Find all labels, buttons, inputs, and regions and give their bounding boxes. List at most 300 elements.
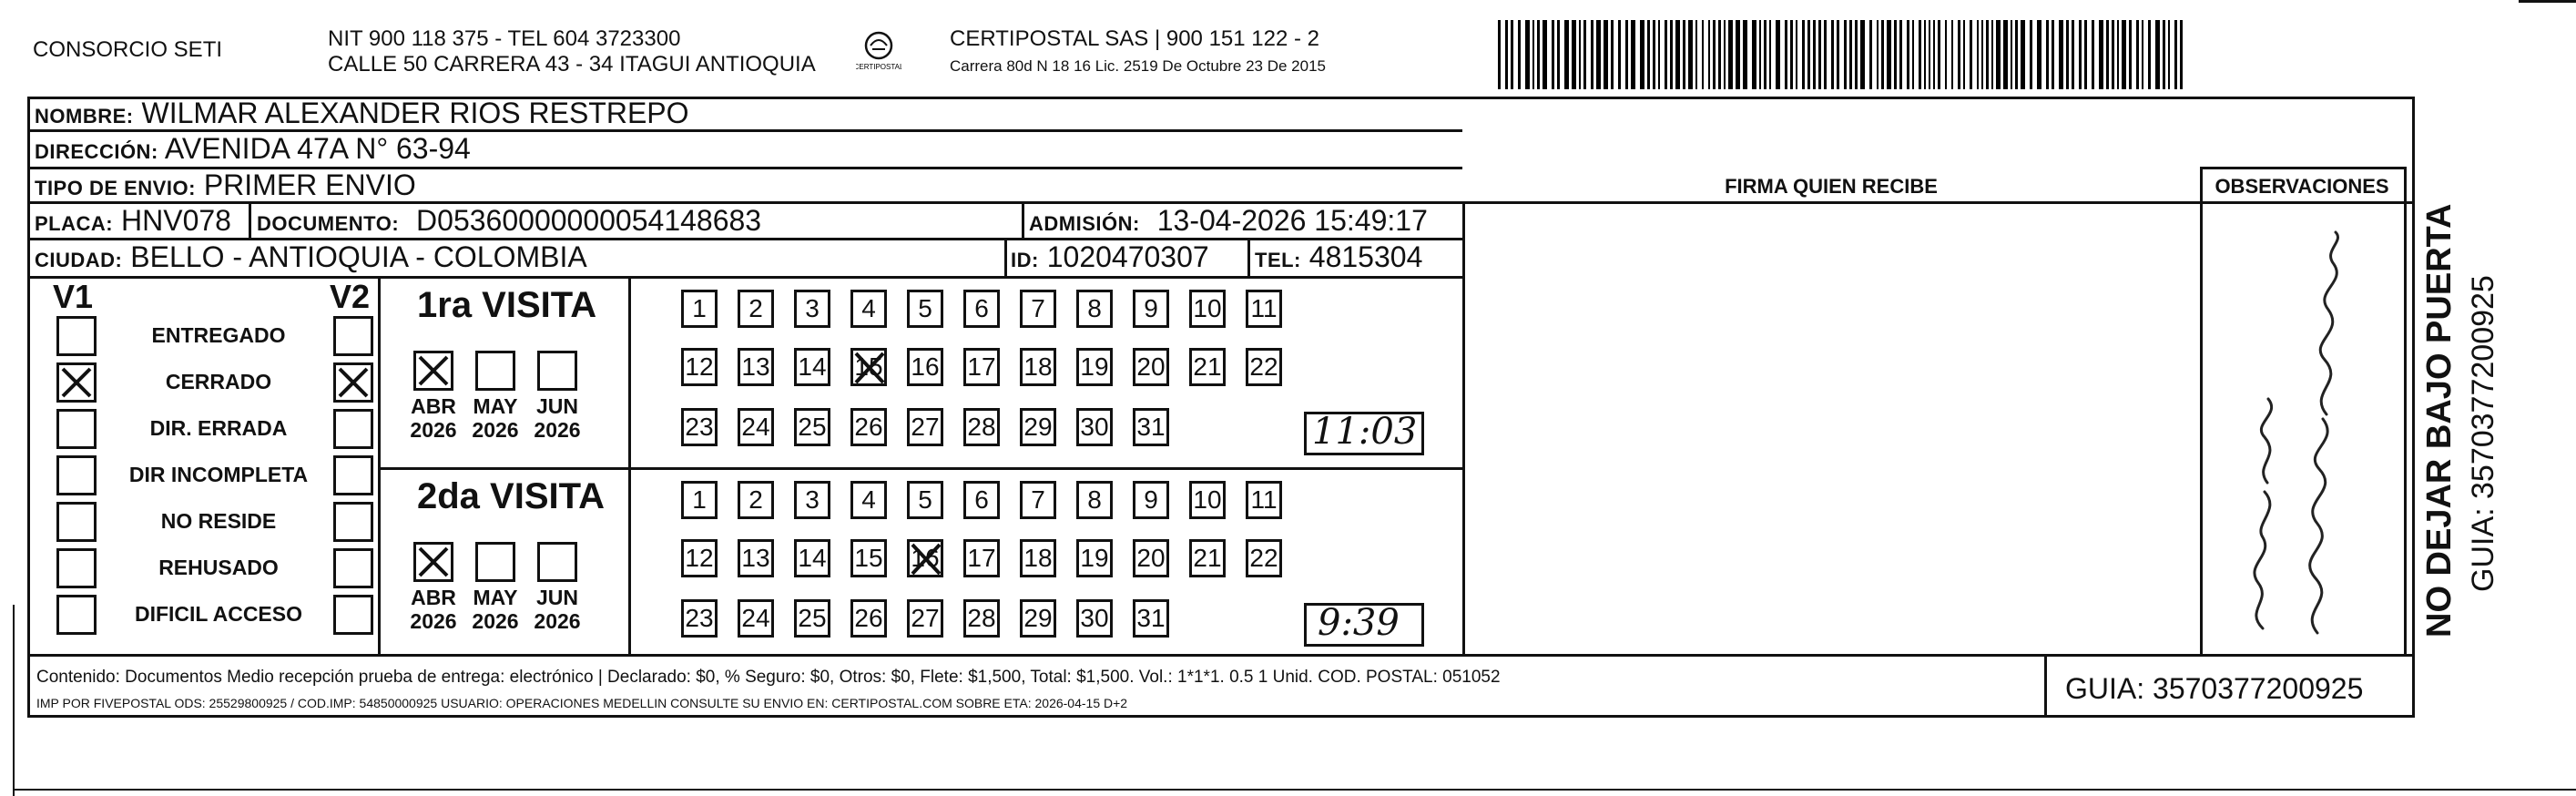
barcode-bar: [1604, 20, 1608, 89]
day-box[interactable]: [1020, 408, 1056, 446]
id-row: [1011, 241, 1209, 276]
barcode-bar: [1849, 20, 1852, 89]
side-guia: GUIA: 3570377200925: [2466, 275, 2500, 592]
month-label: [468, 394, 523, 442]
month-label: [468, 586, 523, 633]
placa-row: [35, 205, 231, 240]
day-box[interactable]: [681, 290, 718, 328]
second-visit-title: 2da VISITA: [417, 476, 605, 516]
barcode-bar: [1743, 20, 1747, 89]
barcode-bar: [2136, 20, 2139, 89]
barcode-bar: [1759, 20, 1761, 89]
v1-checkbox[interactable]: [56, 595, 97, 635]
day-box[interactable]: [1133, 348, 1169, 386]
reason-label: NO RESIDE: [160, 509, 277, 533]
day-box[interactable]: [1189, 290, 1226, 328]
day-number: 1: [692, 294, 707, 322]
barcode-bar: [1769, 20, 1771, 89]
day-number: 28: [967, 604, 996, 632]
day-number: 6: [974, 485, 989, 514]
day-box[interactable]: [1246, 290, 1282, 328]
month-name: ABR: [411, 394, 456, 418]
day-number: 5: [918, 485, 932, 514]
day-box[interactable]: [1020, 290, 1056, 328]
day-box[interactable]: [963, 481, 1000, 519]
day-number: 20: [1136, 352, 1166, 381]
barcode-bar: [2059, 20, 2063, 89]
barcode-bar: [1776, 20, 1780, 89]
day-box[interactable]: [738, 290, 774, 328]
barcode-bar: [1688, 20, 1693, 89]
day-box[interactable]: [794, 481, 830, 519]
day-number: 7: [1031, 485, 1045, 514]
footer-line2: IMP POR FIVEPOSTAL ODS: 25529800925 / COD.IMP: 54850000925 USUARIO: OPERACIONES MEDELLIN CONSULTE SU ENVIO EN: CERTIPOSTAL.COM SOBRE ETA: 2026-04-15 D+2: [36, 696, 1128, 710]
day-number: 2: [748, 485, 763, 514]
day-number: 9: [1144, 485, 1158, 514]
admision-label: ADMISIÓN:: [1029, 212, 1140, 235]
barcode-bar: [1796, 20, 1797, 89]
month-name: MAY: [473, 586, 518, 609]
nombre-value: WILMAR ALEXANDER RIOS RESTREPO: [141, 97, 689, 129]
barcode-bar: [1785, 20, 1787, 89]
barcode-bar: [1919, 20, 1921, 89]
day-box[interactable]: [681, 408, 718, 446]
day-number: 19: [1080, 544, 1109, 572]
barcode-bar: [1945, 20, 1947, 89]
day-number: 8: [1087, 485, 1102, 514]
month-checkbox[interactable]: [537, 542, 577, 582]
barcode-bar: [1752, 20, 1756, 89]
month-checkbox[interactable]: [413, 542, 453, 582]
day-number: 25: [798, 604, 827, 632]
day-number: 20: [1136, 544, 1166, 572]
observaciones-header: OBSERVACIONES: [2215, 175, 2389, 198]
nombre-label: NOMBRE:: [35, 105, 134, 128]
barcode-bar: [1837, 20, 1839, 89]
v2-checkbox[interactable]: [333, 455, 373, 495]
barcode-bar: [2084, 20, 2087, 89]
day-box[interactable]: [738, 481, 774, 519]
day-number: 23: [685, 413, 714, 441]
direccion-label: DIRECCIÓN:: [35, 140, 158, 163]
barcode-bar: [2117, 20, 2119, 89]
day-number: 14: [798, 352, 827, 381]
barcode-bar: [1818, 20, 1821, 89]
day-box[interactable]: [794, 408, 830, 446]
day-box[interactable]: [681, 539, 718, 577]
first-visit-title: 1ra VISITA: [417, 285, 597, 325]
barcode-bar: [1611, 20, 1614, 89]
day-box[interactable]: [1133, 539, 1169, 577]
day-number: 17: [967, 352, 996, 381]
day-number: 24: [741, 604, 770, 632]
day-box[interactable]: [1076, 599, 1113, 638]
v1-label: V1: [53, 278, 94, 315]
day-box[interactable]: [1189, 481, 1226, 519]
barcode-bar: [1579, 20, 1581, 89]
day-number: 5: [918, 294, 932, 322]
placa-label: PLACA:: [35, 212, 114, 235]
barcode-bar: [1505, 20, 1508, 89]
barcode-bar: [1907, 20, 1909, 89]
day-number: 2: [748, 294, 763, 322]
reason-label: DIFICIL ACCESO: [134, 602, 302, 626]
barcode-bar: [2011, 20, 2012, 89]
barcode-bar: [2092, 20, 2094, 89]
day-box[interactable]: [1020, 599, 1056, 638]
documento-label: DOCUMENTO:: [257, 212, 400, 235]
day-number: 24: [741, 413, 770, 441]
month-checkbox[interactable]: [475, 351, 515, 391]
day-box[interactable]: [907, 481, 943, 519]
day-box[interactable]: [681, 348, 718, 386]
barcode-bar: [1981, 20, 1983, 89]
day-box[interactable]: [963, 408, 1000, 446]
barcode-bar: [1844, 20, 1847, 89]
logo-text: CERTIPOSTAL: [856, 63, 901, 71]
barcode-bar: [1675, 20, 1680, 89]
day-number: 4: [861, 294, 876, 322]
barcode-bar: [1802, 20, 1805, 89]
barcode-bar: [1511, 20, 1513, 89]
month-year: 2026: [534, 418, 581, 442]
barcode-bar: [1532, 20, 1534, 89]
corner-mark: [2519, 0, 2576, 3]
day-box[interactable]: [963, 599, 1000, 638]
nombre-row: [35, 97, 689, 132]
v2-checkbox[interactable]: [333, 316, 373, 356]
barcode-bar: [1938, 20, 1940, 89]
day-number: 27: [911, 413, 940, 441]
day-box[interactable]: [1020, 481, 1056, 519]
day-number: 9: [1144, 294, 1158, 322]
month-year: 2026: [472, 418, 519, 442]
day-number: 6: [974, 294, 989, 322]
day-number: 15: [854, 352, 883, 381]
day-box[interactable]: [963, 539, 1000, 577]
month-checkbox[interactable]: [413, 351, 453, 391]
reason-label: DIR. ERRADA: [149, 416, 288, 440]
v2-label: V2: [330, 278, 371, 315]
day-number: 8: [1087, 294, 1102, 322]
day-number: 4: [861, 485, 876, 514]
barcode-bar: [1933, 20, 1935, 89]
barcode-bar: [1855, 20, 1858, 89]
month-name: JUN: [535, 586, 578, 609]
barcode-bar: [2021, 20, 2025, 89]
day-number: 13: [741, 352, 770, 381]
barcode-bar: [1525, 20, 1530, 89]
day-box[interactable]: [738, 599, 774, 638]
day-box[interactable]: [1189, 539, 1226, 577]
tipo-value: PRIMER ENVIO: [203, 168, 416, 201]
ciudad-value: BELLO - ANTIOQUIA - COLOMBIA: [130, 240, 587, 273]
direccion-row: [35, 133, 471, 168]
day-box[interactable]: [850, 599, 887, 638]
barcode-bar: [1683, 20, 1685, 89]
barcode-bar: [1708, 20, 1710, 89]
v2-checkbox[interactable]: [333, 595, 373, 635]
day-box[interactable]: [1076, 408, 1113, 446]
v1-checkbox[interactable]: [56, 362, 97, 403]
day-number: 19: [1080, 352, 1109, 381]
day-box[interactable]: [1076, 481, 1113, 519]
day-number: 16: [911, 352, 940, 381]
day-box[interactable]: [1133, 481, 1169, 519]
day-number: 22: [1249, 352, 1278, 381]
barcode-bar: [2180, 20, 2183, 89]
documento-value: D05360000000054148683: [416, 204, 762, 237]
day-number: 26: [854, 604, 883, 632]
day-box[interactable]: [907, 599, 943, 638]
barcode-bar: [1807, 20, 1810, 89]
day-box[interactable]: [794, 599, 830, 638]
day-box[interactable]: [963, 290, 1000, 328]
day-box[interactable]: [794, 539, 830, 577]
day-box[interactable]: [907, 290, 943, 328]
day-number: 11: [1250, 294, 1278, 322]
barcode-bar: [1583, 20, 1586, 89]
tel-value: 4815304: [1308, 240, 1423, 273]
day-number: 23: [685, 604, 714, 632]
barcode-bar: [1596, 20, 1601, 89]
firma-header: FIRMA QUIEN RECIBE: [1725, 175, 1938, 198]
day-number: 12: [685, 352, 714, 381]
day-number: 7: [1031, 294, 1045, 322]
month-year: 2026: [534, 609, 581, 633]
month-name: ABR: [411, 586, 456, 609]
day-number: 10: [1193, 294, 1222, 322]
day-number: 14: [798, 544, 827, 572]
day-box[interactable]: [850, 290, 887, 328]
barcode-bar: [1970, 20, 1972, 89]
barcode-bar: [2174, 20, 2177, 89]
day-box[interactable]: [794, 348, 830, 386]
ciudad-row: [35, 241, 587, 276]
barcode-bar: [2066, 20, 2069, 89]
barcode-bar: [1996, 20, 2001, 89]
barcode-bar: [1543, 20, 1547, 89]
ciudad-label: CIUDAD:: [35, 249, 123, 271]
barcode-bar: [1653, 20, 1655, 89]
barcode-bar: [1557, 20, 1560, 89]
barcode-bar: [1869, 20, 1872, 89]
tel-row: [1255, 241, 1422, 276]
day-box[interactable]: [1133, 599, 1169, 638]
day-box[interactable]: [907, 539, 943, 577]
barcode-bar: [1552, 20, 1554, 89]
admision-value: 13-04-2026 15:49:17: [1156, 204, 1428, 237]
tel-label: TEL:: [1255, 249, 1301, 271]
day-number: 17: [967, 544, 996, 572]
day-number: 11: [1250, 485, 1278, 514]
reason-label: CERRADO: [165, 370, 272, 393]
v2-checkbox[interactable]: [333, 362, 373, 403]
barcode-bar: [2046, 20, 2049, 89]
day-box[interactable]: [1133, 290, 1169, 328]
barcode-bar: [1618, 20, 1621, 89]
footer-line1: Contenido: Documentos Medio recepción prueba de entrega: electrónico | Declarado: $0, % Seguro: $0, Otros: $0, Flete: $1,500, Total: $1,500. Vol.: 1*1*1. 0.5 1 Unid. COD. POSTAL: 051052: [36, 668, 1501, 687]
day-box[interactable]: [681, 599, 718, 638]
day-box[interactable]: [850, 481, 887, 519]
nit-line: NIT 900 118 375 - TEL 604 3723300: [328, 26, 681, 51]
company-name: CONSORCIO SETI: [33, 37, 223, 62]
second-time: 9:39: [1318, 602, 1400, 644]
barcode-bar: [1724, 20, 1726, 89]
barcode-bar: [1813, 20, 1816, 89]
barcode-bar: [1564, 20, 1569, 89]
month-checkbox[interactable]: [475, 542, 515, 582]
day-box[interactable]: [1246, 481, 1282, 519]
id-value: 1020470307: [1046, 240, 1209, 273]
day-box[interactable]: [907, 408, 943, 446]
barcode-bar: [1718, 20, 1721, 89]
reason-label: DIR INCOMPLETA: [128, 463, 309, 486]
day-number: 3: [805, 294, 820, 322]
barcode-bar: [1702, 20, 1704, 89]
day-box[interactable]: [963, 348, 1000, 386]
day-number: 16: [911, 544, 940, 572]
day-box[interactable]: [794, 290, 830, 328]
day-box[interactable]: [681, 481, 718, 519]
day-number: 21: [1193, 352, 1222, 381]
tipo-label: TIPO DE ENVIO:: [35, 177, 196, 199]
observation-handwriting: [2208, 219, 2399, 647]
no-dejar-text: NO DEJAR BAJO PUERTA: [2420, 203, 2459, 638]
day-box[interactable]: [1076, 348, 1113, 386]
day-box[interactable]: [907, 348, 943, 386]
day-number: 28: [967, 413, 996, 441]
day-number: 13: [741, 544, 770, 572]
day-box[interactable]: [1189, 348, 1226, 386]
barcode-bar: [2148, 20, 2151, 89]
barcode-bar: [2168, 20, 2170, 89]
barcode-bar: [1631, 20, 1635, 89]
v1-checkbox[interactable]: [56, 455, 97, 495]
day-number: 12: [685, 544, 714, 572]
barcode-bar: [1963, 20, 1965, 89]
barcode: [1498, 20, 2190, 89]
day-box[interactable]: [1020, 539, 1056, 577]
day-number: 18: [1023, 544, 1053, 572]
day-number: 21: [1193, 544, 1222, 572]
barcode-bar: [2163, 20, 2165, 89]
barcode-bar: [2099, 20, 2103, 89]
day-number: 31: [1136, 413, 1166, 441]
barcode-bar: [1899, 20, 1902, 89]
barcode-bar: [1951, 20, 1953, 89]
barcode-bar: [1877, 20, 1879, 89]
day-number: 15: [854, 544, 883, 572]
day-box[interactable]: [850, 408, 887, 446]
day-number: 30: [1080, 413, 1109, 441]
barcode-bar: [1894, 20, 1897, 89]
day-box[interactable]: [1076, 290, 1113, 328]
day-box[interactable]: [1020, 348, 1056, 386]
day-box[interactable]: [850, 348, 887, 386]
day-box[interactable]: [1246, 539, 1282, 577]
barcode-bar: [1537, 20, 1540, 89]
v2-checkbox[interactable]: [333, 409, 373, 449]
day-number: 30: [1080, 604, 1109, 632]
day-box[interactable]: [1076, 539, 1113, 577]
day-box[interactable]: [738, 408, 774, 446]
barcode-bar: [1764, 20, 1767, 89]
barcode-bar: [1790, 20, 1793, 89]
barcode-bar: [2142, 20, 2143, 89]
day-number: 26: [854, 413, 883, 441]
month-name: MAY: [473, 394, 518, 418]
certipostal-logo: [856, 27, 901, 73]
barcode-bar: [1518, 20, 1521, 89]
day-box[interactable]: [738, 348, 774, 386]
day-number: 25: [798, 413, 827, 441]
id-label: ID:: [1011, 249, 1039, 271]
day-box[interactable]: [1133, 408, 1169, 446]
barcode-bar: [1591, 20, 1593, 89]
v2-checkbox[interactable]: [333, 548, 373, 588]
footer-guia: GUIA: 3570377200925: [2065, 672, 2364, 705]
barcode-bar: [1991, 20, 1993, 89]
reason-label: REHUSADO: [158, 556, 279, 579]
barcode-bar: [2072, 20, 2074, 89]
month-year: 2026: [410, 418, 457, 442]
tipo-row: [35, 169, 416, 204]
barcode-bar: [1658, 20, 1660, 89]
barcode-bar: [1498, 20, 1501, 89]
barcode-bar: [2052, 20, 2054, 89]
day-number: 31: [1136, 604, 1166, 632]
documento-row: [257, 205, 761, 240]
certipostal-line: CERTIPOSTAL SAS | 900 151 122 - 2: [950, 26, 1319, 51]
month-name: JUN: [535, 394, 578, 418]
barcode-bar: [1929, 20, 1930, 89]
direccion-value: AVENIDA 47A N° 63-94: [164, 132, 471, 165]
v1-checkbox[interactable]: [56, 548, 97, 588]
barcode-bar: [1728, 20, 1733, 89]
barcode-bar: [2030, 20, 2032, 89]
month-label: [530, 394, 585, 442]
day-number: 27: [911, 604, 940, 632]
v1-checkbox[interactable]: [56, 502, 97, 542]
v1-checkbox[interactable]: [56, 316, 97, 356]
barcode-bar: [2129, 20, 2132, 89]
day-box[interactable]: [1246, 348, 1282, 386]
first-time-box: [1304, 412, 1424, 455]
barcode-bar: [1572, 20, 1576, 89]
reason-label: ENTREGADO: [151, 323, 286, 347]
day-number: 1: [692, 485, 707, 514]
day-box[interactable]: [850, 539, 887, 577]
placa-value: HNV078: [121, 204, 231, 237]
barcode-bar: [1881, 20, 1884, 89]
month-label: [530, 586, 585, 633]
v2-checkbox[interactable]: [333, 502, 373, 542]
barcode-bar: [2112, 20, 2114, 89]
barcode-bar: [2015, 20, 2018, 89]
v1-checkbox[interactable]: [56, 409, 97, 449]
first-time: 11:03: [1312, 411, 1418, 453]
barcode-bar: [2155, 20, 2160, 89]
second-time-box: [1304, 603, 1424, 647]
day-box[interactable]: [738, 539, 774, 577]
barcode-bar: [1695, 20, 1697, 89]
barcode-bar: [2079, 20, 2082, 89]
barcode-bar: [1713, 20, 1716, 89]
barcode-bar: [1824, 20, 1827, 89]
barcode-bar: [1625, 20, 1628, 89]
month-checkbox[interactable]: [537, 351, 577, 391]
